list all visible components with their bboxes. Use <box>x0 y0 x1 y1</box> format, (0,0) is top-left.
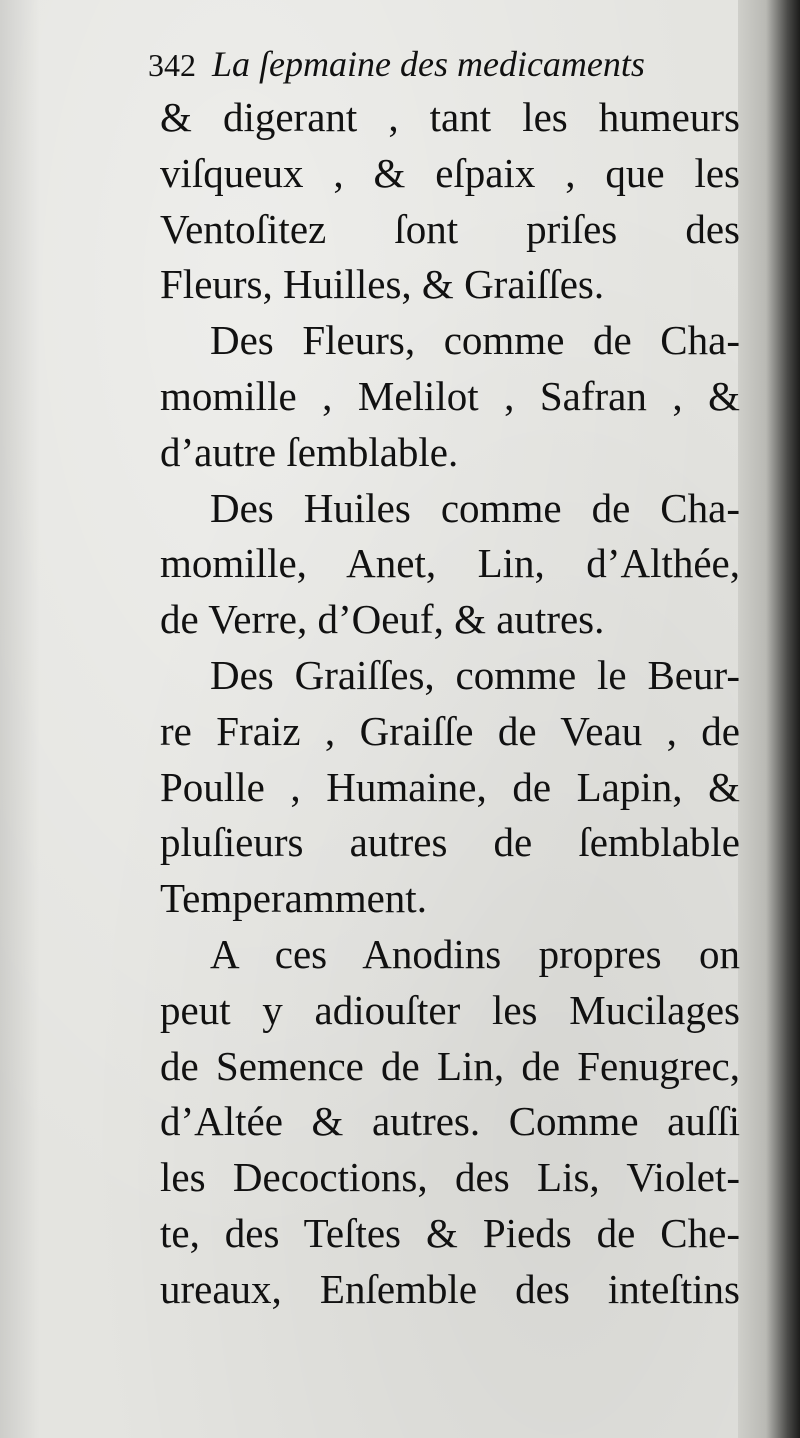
text-line: Des Huiles comme de Cha- <box>210 484 740 531</box>
text-line: Poulle , Humaine, de Lapin, & <box>160 763 740 810</box>
text-line: pluſieurs autres de ſemblable <box>160 819 740 866</box>
text-line: de Verre, d’Oeuf, & autres. <box>160 596 605 643</box>
text-line: re Fraiz , Graiſſe de Veau , de <box>160 707 740 754</box>
paragraph-5 <box>160 927 740 1318</box>
page-left-shadow <box>0 0 40 1438</box>
text-line: te, des Teſtes & Pieds de Che- <box>160 1209 740 1256</box>
paragraph-1 <box>160 90 740 313</box>
paragraph-4 <box>160 648 740 927</box>
text-line: peut y adiouſter les Mucilages <box>160 986 740 1033</box>
page-number: 342 <box>148 47 196 83</box>
text-line: d’Altée & autres. Comme auſſi <box>160 1098 740 1145</box>
text-line: A ces Anodins propres on <box>210 930 740 977</box>
text-line: momille, Anet, Lin, d’Althée, <box>160 540 740 587</box>
text-line: Temperamment. <box>160 875 427 922</box>
text-line: de Semence de Lin, de Fenugrec, <box>160 1042 740 1089</box>
text-line: les Decoctions, des Lis, Violet- <box>160 1154 740 1201</box>
text-line: Ventoſitez ſont priſes des <box>160 205 740 252</box>
paragraph-2 <box>160 313 740 480</box>
paragraph-3 <box>160 481 740 648</box>
text-line: & digerant , tant les humeurs <box>160 94 740 140</box>
text-line: d’autre ſemblable. <box>160 428 459 475</box>
running-header <box>148 38 718 91</box>
page-gutter-shadow <box>738 0 800 1438</box>
text-line: Fleurs, Huilles, & Graiſſes. <box>160 261 605 308</box>
text-line: viſqueux , & eſpaix , que les <box>160 149 740 196</box>
text-line: momille , Melilot , Safran , & <box>160 372 740 419</box>
running-title: La ſepmaine des medicaments <box>212 44 645 84</box>
text-line: ureaux, Enſemble des inteſtins <box>160 1265 740 1312</box>
text-line: Des Graiſſes, comme le Beur- <box>210 651 740 698</box>
page-body <box>160 90 740 1318</box>
text-line: Des Fleurs, comme de Cha- <box>210 317 740 364</box>
